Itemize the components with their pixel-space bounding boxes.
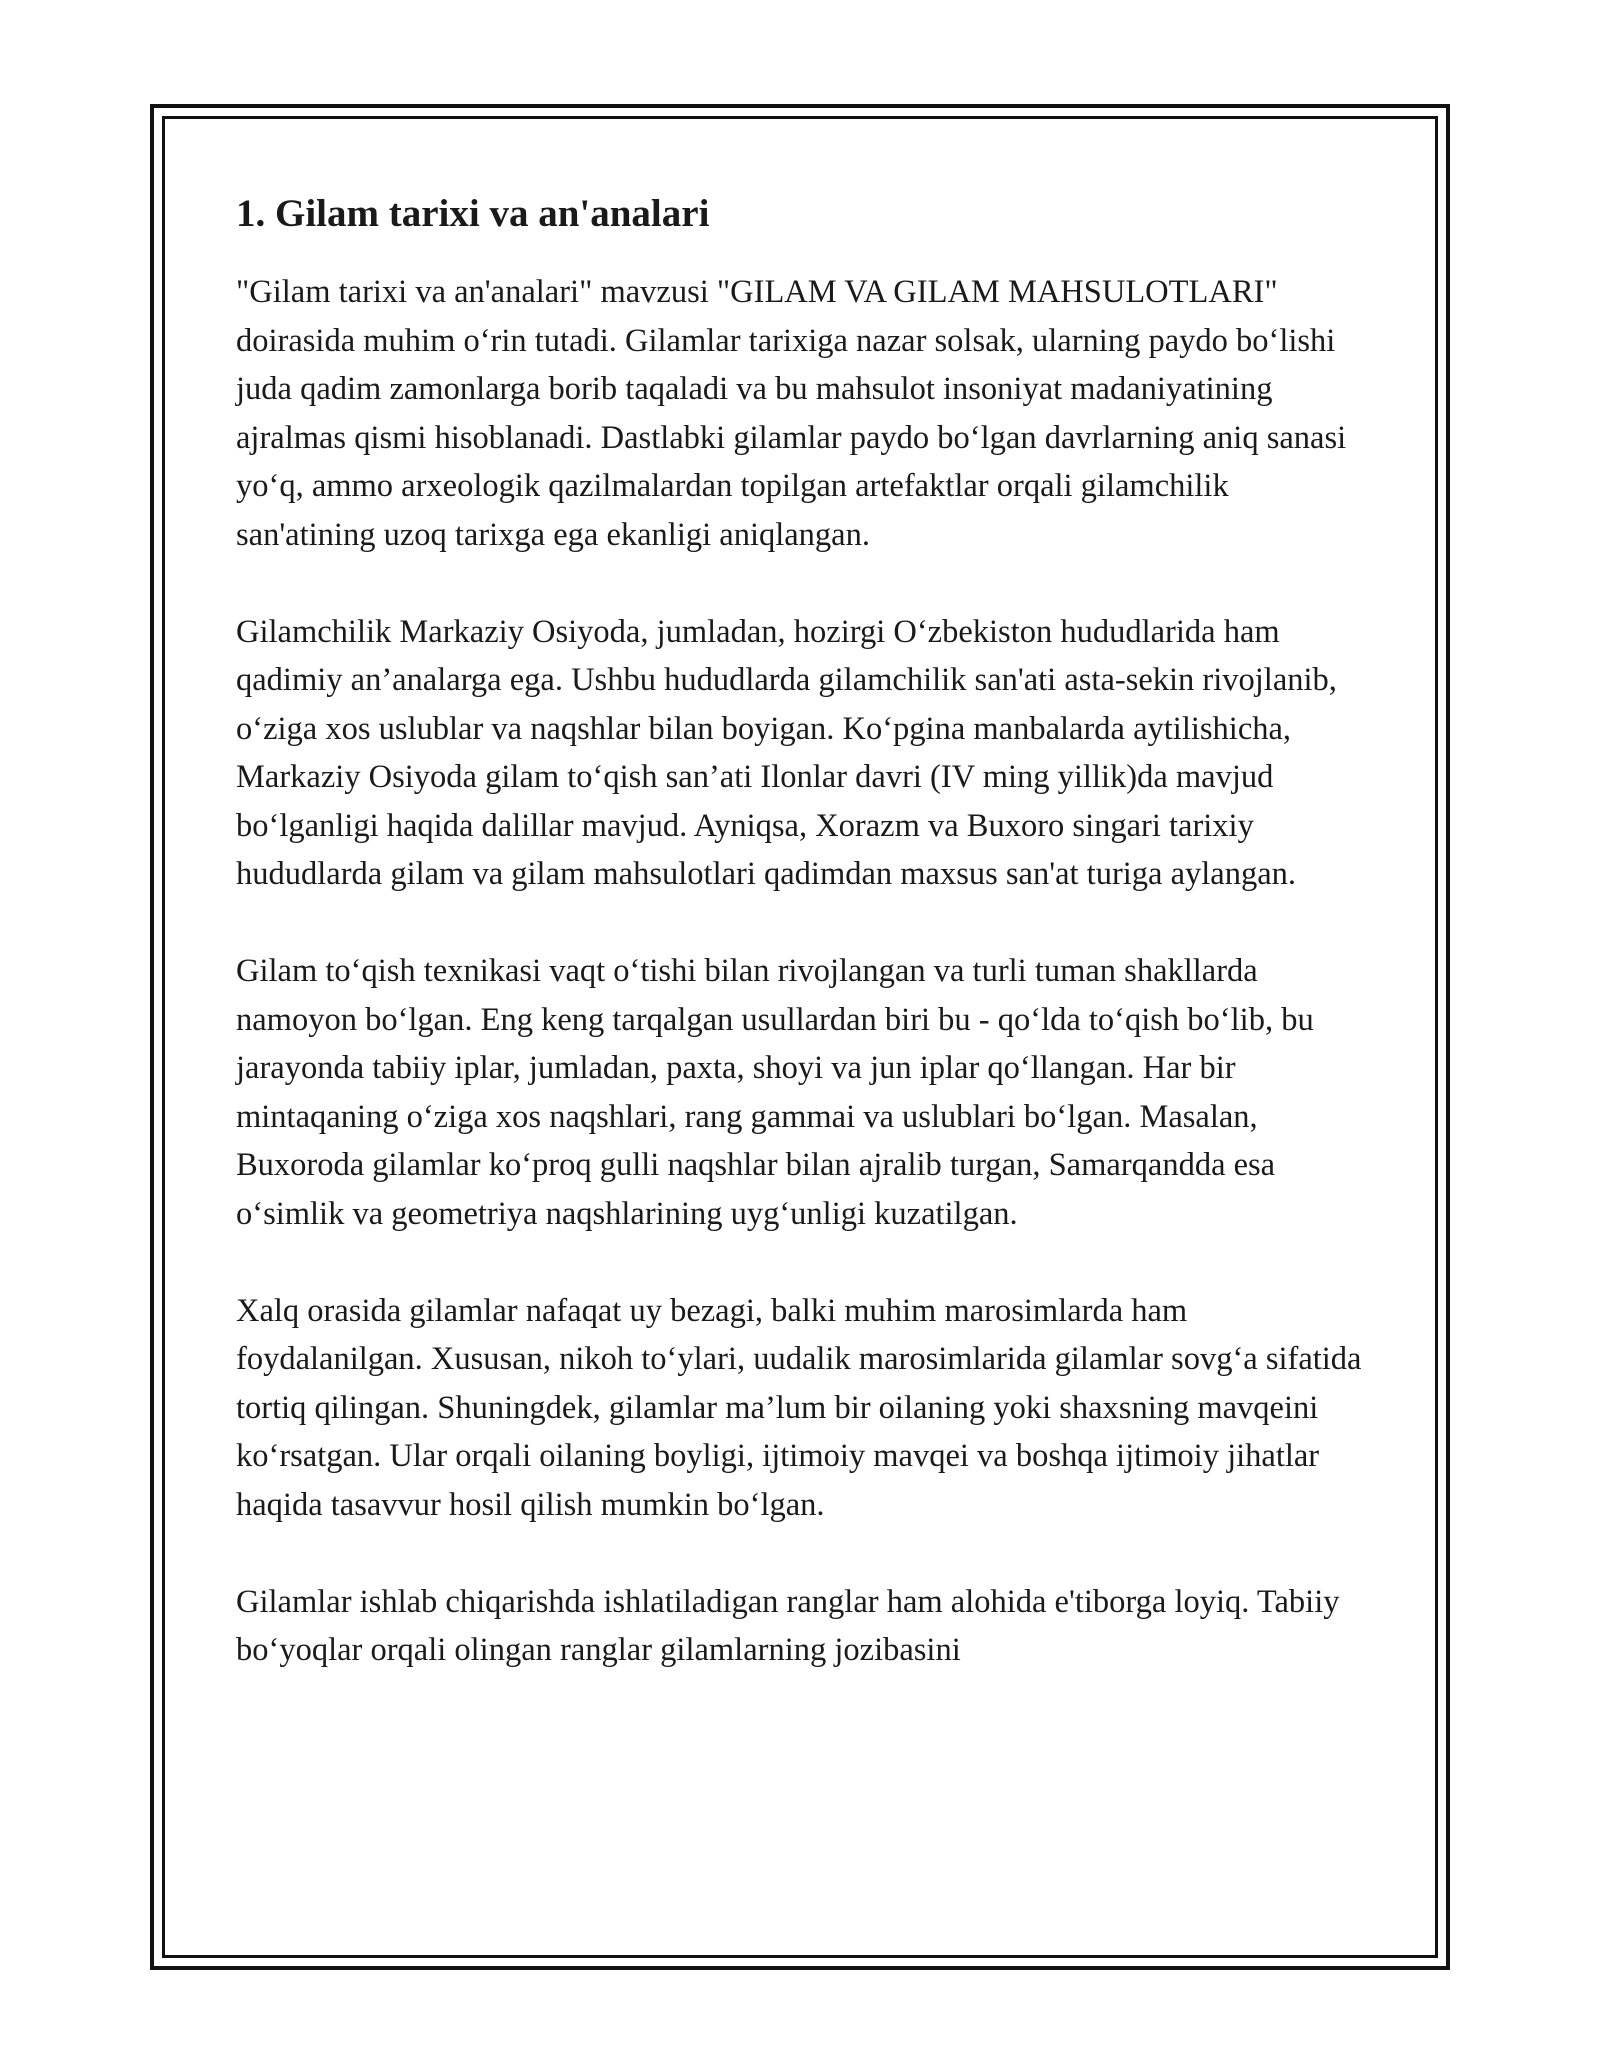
paragraph: Gilamlar ishlab chiqarishda ishlatiladigan ranglar ham alohida e'tiborga loyiq. Tabiiy bo‘yoqlar orqali olingan ranglar gilamlarning jozibasini (236, 1583, 1340, 1668)
paragraph: Gilam to‘qish texnikasi vaqt o‘tishi bilan rivojlangan va turli tuman shakllarda namoyon bo‘lgan. Eng keng tarqalgan usullardan biri bu - qo‘lda to‘qish bo‘lib, bu jarayonda tabiiy iplar, jumladan, paxta, shoyi va jun iplar qo‘llangan. Har bir mintaqaning o‘ziga xos naqshlari, rang gammai va uslublari bo‘lgan. Masalan, Buxoroda gilamlar ko‘proq gulli naqshlar bilan ajralib turgan, Samarqandda esa o‘simlik va geometriya naqshlarining uyg‘unligi kuzatilgan. (236, 953, 1314, 1232)
document-body (236, 186, 1376, 1675)
paragraph: Xalq orasida gilamlar nafaqat uy bezagi, balki muhim marosimlarda ham foydalanilgan. Xususan, nikoh to‘ylari, uudalik marosimlarida gilamlar sovg‘a sifatida tortiq qilingan. Shuningdek, gilamlar ma’lum bir oilaning yoki shaxsning mavqeini ko‘rsatgan. Ular orqali oilaning boyligi, ijtimoiy mavqei va boshqa ijtimoiy jihatlar haqida tasavvur hosil qilish mumkin bo‘lgan. (236, 1292, 1362, 1523)
paragraph: Gilamchilik Markaziy Osiyoda, jumladan, hozirgi O‘zbekiston hududlarida ham qadimiy an’analarga ega. Ushbu hududlarda gilamchilik san'ati asta-sekin rivojlanib, o‘ziga xos uslublar va naqshlar bilan boyigan. Ko‘pgina manbalarda aytilishicha, Markaziy Osiyoda gilam to‘qish san’ati Ilonlar davri (IV ming yillik)da mavjud bo‘lganligi haqida dalillar mavjud. Ayniqsa, Xorazm va Buxoro singari tarixiy hududlarda gilam va gilam mahsulotlari qadimdan maxsus san'at turiga aylangan. (236, 613, 1337, 892)
section-heading: 1. Gilam tarixi va an'analari (236, 192, 710, 235)
paragraph: "Gilam tarixi va an'analari" mavzusi "GILAM VA GILAM MAHSULOTLARI" doirasida muhim o‘rin tutadi. Gilamlar tarixiga nazar solsak, ularning paydo bo‘lishi juda qadim zamonlarga borib taqaladi va bu mahsulot insoniyat madaniyatining ajralmas qismi hisoblanadi. Dastlabki gilamlar paydo bo‘lgan davrlarning aniq sanasi yo‘q, ammo arxeologik qazilmalardan topilgan artefaktlar orqali gilamchilik san'atining uzoq tarixga ega ekanligi aniqlangan. (236, 274, 1347, 553)
